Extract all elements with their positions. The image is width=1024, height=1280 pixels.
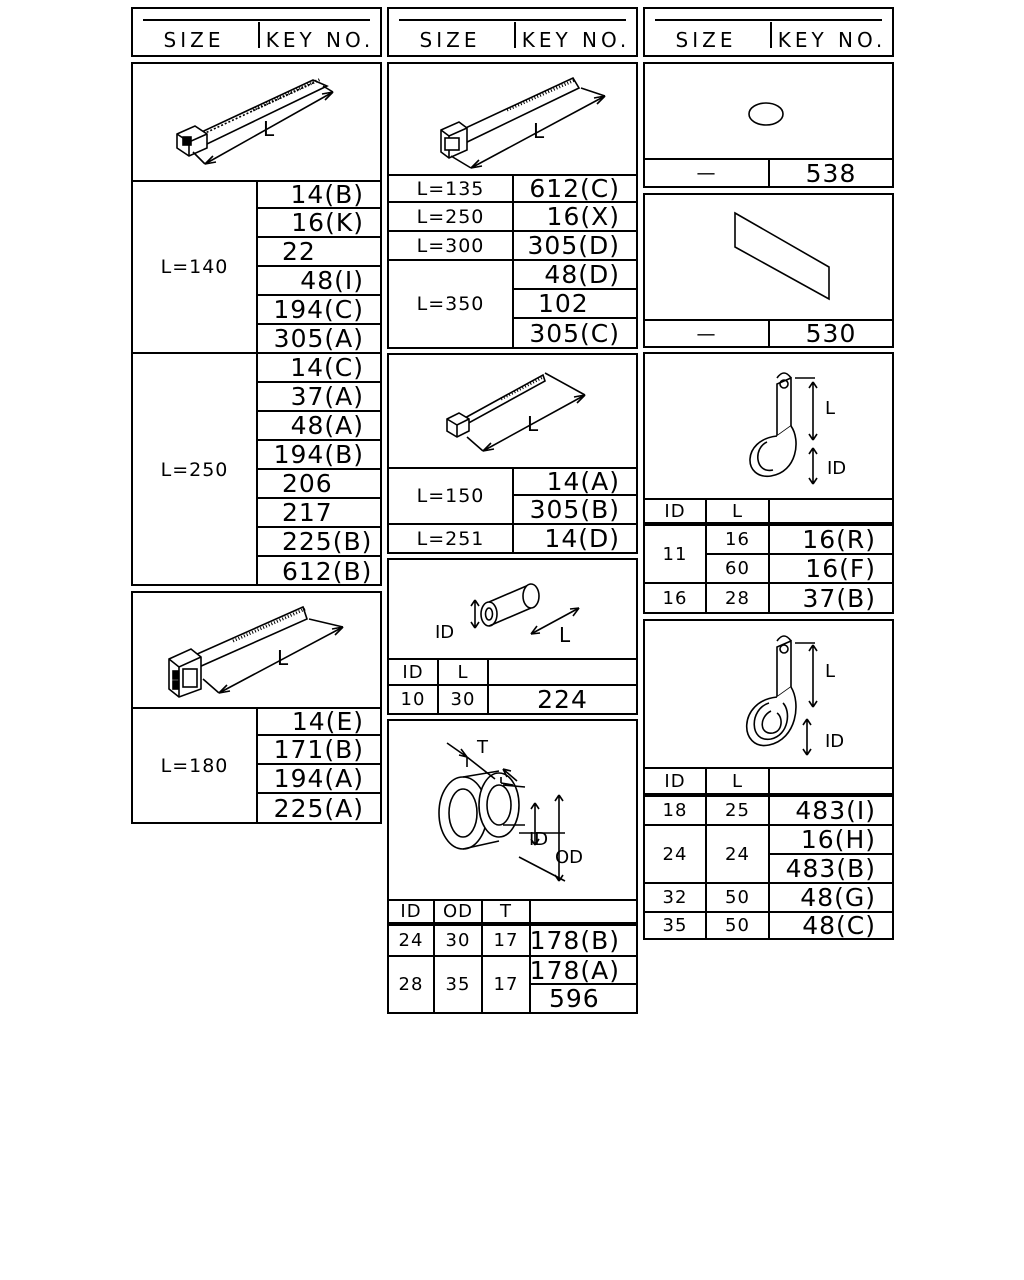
key-cell: 305(D) [514,232,636,261]
column-header: L [439,658,489,686]
size-cell: L=300 [389,232,514,261]
key-header: KEY NO. [521,28,631,52]
key-cell: 48(I) [258,267,380,296]
table-row: 32 [645,884,707,913]
size-cell: L=350 [389,261,514,347]
size-cell: L=251 [389,525,514,552]
table-row: 18 [645,797,707,826]
column-header: ID [389,899,435,926]
spiral-clamp-illustration [645,621,892,767]
column-header: ID [645,767,707,797]
dimension-id-label: ID [529,829,549,850]
table-row: 17 [483,957,531,1012]
sheet-illustration [645,195,892,319]
table-row: 24 [389,926,435,957]
size-header: SIZE [163,28,225,52]
key-cell: 37(B) [802,583,876,613]
table-row: 28 [389,957,435,1012]
table-row: 30 [439,686,489,713]
table-row: 30 [435,926,483,957]
key-cell: 206 [258,470,380,499]
table-row: 16 [707,526,770,555]
column-header: L [707,767,770,797]
heavy-cable-tie-illustration [133,593,380,709]
table-row: 10 [389,686,439,713]
column-header: ID [389,658,439,686]
table-row: 50 [707,913,770,938]
clamp-illustration [645,354,892,498]
key-cell: 16(R) [770,526,892,555]
dimension-l-label: L [263,117,275,141]
key-cell: 225(B) [258,528,380,557]
grommet-illustration [389,721,636,899]
key-cell: 596 [549,984,600,1013]
size-header: SIZE [675,28,737,52]
table-row: 178(B) [531,926,636,957]
key-cell: 171(B) [258,736,380,765]
key-header: KEY NO. [265,28,375,52]
table-row: 11 [645,526,707,584]
key-cell: 194(C) [258,296,380,325]
size-cell: L=180 [133,707,258,822]
dimension-od-label: OD [555,847,584,868]
key-cell: 225(A) [273,793,364,823]
table-row: 16 [645,584,707,612]
key-cell: 16(X) [514,203,636,232]
key-cell: 48(A) [258,412,380,441]
table-row: 28 [707,584,770,612]
key-cell: 483(B) [770,855,892,884]
cable-tie-section-b [131,591,382,824]
sheet-section [643,193,894,348]
key-cell: 538 [770,158,892,186]
column-header [770,767,892,797]
key-cell: 612(C) [514,174,636,203]
dimension-t-label: T [477,737,488,758]
size-cell: L=135 [389,174,514,203]
cable-tie-section-a [131,62,382,586]
column-header: L [707,498,770,526]
table-row: 17 [483,926,531,957]
size-cell: L=150 [389,467,514,525]
header-col3 [643,7,894,57]
dimension-l-label: L [527,412,539,436]
table-row: 60 [707,555,770,584]
key-cell: 178(A) [531,957,636,985]
key-cell: 530 [770,319,892,346]
dimension-l-label: L [533,119,545,143]
key-cell: 14(B) [258,180,380,209]
table-row: 25 [707,797,770,826]
key-cell: 16(F) [770,555,892,584]
column-header: ID [645,498,707,526]
thin-cable-tie-illustration [389,355,636,467]
key-cell: 48(G) [770,884,892,913]
key-cell: 14(D) [544,524,620,553]
key-cell: 194(B) [258,441,380,470]
key-cell: 16(K) [258,209,380,238]
dimension-id-label: ID [825,731,845,752]
size-cell: L=250 [389,203,514,232]
column-header: OD [435,899,483,926]
table-row: 24 [645,826,707,884]
key-cell: 16(H) [770,826,892,855]
key-cell: 305(B) [514,496,636,525]
header-col2 [387,7,638,57]
dimension-l-label: L [277,646,289,670]
table-row: 224 [537,685,588,714]
size-cell: — [645,158,770,186]
size-cell: L=140 [133,180,258,354]
cable-tie-section-c [387,62,638,349]
dimension-id-label: ID [435,622,455,643]
key-cell: 48(C) [802,911,876,940]
key-cell: 14(A) [514,467,636,496]
grommet-section [387,719,638,1014]
column-header [531,899,636,926]
key-cell: 305(C) [529,318,620,348]
dimension-l-label: L [559,623,571,647]
clamp-section-a [643,352,894,614]
dimension-l-label: L [825,398,836,419]
table-row: 24 [707,826,770,884]
dimension-id-label: ID [827,458,847,479]
size-cell: L=250 [133,354,258,586]
key-cell: 305(A) [258,325,380,354]
table-row: 50 [707,884,770,913]
size-cell: — [645,319,770,346]
key-cell: 102 [514,290,636,319]
tube-section [387,558,638,715]
key-cell: 22 [258,238,380,267]
key-cell: 14(E) [258,707,380,736]
clamp-section-b [643,619,894,940]
ring-section [643,62,894,188]
key-cell: 14(C) [258,354,380,383]
tube-illustration [389,560,636,658]
table-row: 35 [435,957,483,1012]
key-cell: 612(B) [282,557,373,586]
key-header: KEY NO. [777,28,887,52]
table-row: 35 [645,913,707,938]
key-cell: 483(I) [770,797,892,826]
cable-tie-section-d [387,353,638,554]
key-cell: 48(D) [514,261,636,290]
cable-tie-illustration [133,64,380,180]
key-cell: 37(A) [258,383,380,412]
key-cell: 194(A) [258,765,380,794]
dimension-l-label: L [825,661,836,682]
column-header [489,658,636,686]
cable-tie-illustration [389,64,636,174]
header-col1 [131,7,382,57]
ring-illustration [645,64,892,158]
column-header [770,498,892,526]
size-header: SIZE [419,28,481,52]
column-header: T [483,899,531,926]
key-cell: 217 [258,499,380,528]
